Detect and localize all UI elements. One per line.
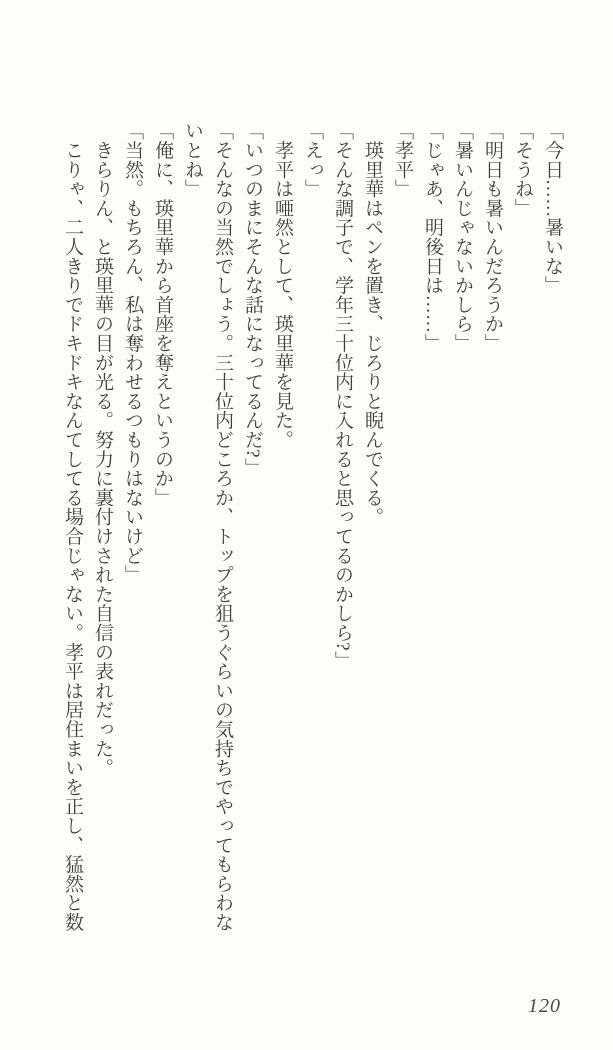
text-line: 「そんな調子で、学年三十位内に入れると思ってるのかしら?」 (332, 121, 353, 671)
text-line: 「えっ」 (302, 121, 323, 199)
page-number: 120 (528, 995, 561, 1017)
text-line: 「俺に、瑛里華から首座を奪えというのか」 (152, 121, 173, 507)
text-line: 「暑いんじゃないかしら」 (452, 121, 473, 353)
vertical-text-columns (57, 121, 567, 957)
text-line: 「そうね」 (512, 121, 533, 218)
text-line: 「いつのまにそんな話になってるんだ?」 (242, 121, 263, 478)
text-line: いとね」 (182, 121, 203, 199)
text-line: 「じゃあ、明後日は……」 (422, 121, 443, 353)
text-line: 「当然。もちろん、私は奪わせるつもりはないけど」 (122, 121, 143, 585)
text-line: きらりん、と瑛里華の目が光る。努力に裏付けされた自信の表れだった。 (92, 121, 113, 778)
text-line: 「明日も暑いんだろうか」 (482, 121, 503, 353)
text-line: 瑛里華はペンを置き、じろりと睨んでくる。 (362, 121, 383, 527)
text-line: 孝平は唖然として、瑛里華を見た。 (272, 121, 293, 450)
text-line: 「そんなの当然でしょう。三十位内どころか、トップを狙うぐらいの気持ちでやってもらわな (212, 121, 233, 932)
text-line: こりゃ、二人きりでドキドキなんてしてる場合じゃない。孝平は居住まいを正し、猛然と数 (62, 121, 83, 932)
text-line: 「今日……暑いな」 (542, 121, 563, 295)
text-line: 「孝平」 (392, 121, 413, 199)
